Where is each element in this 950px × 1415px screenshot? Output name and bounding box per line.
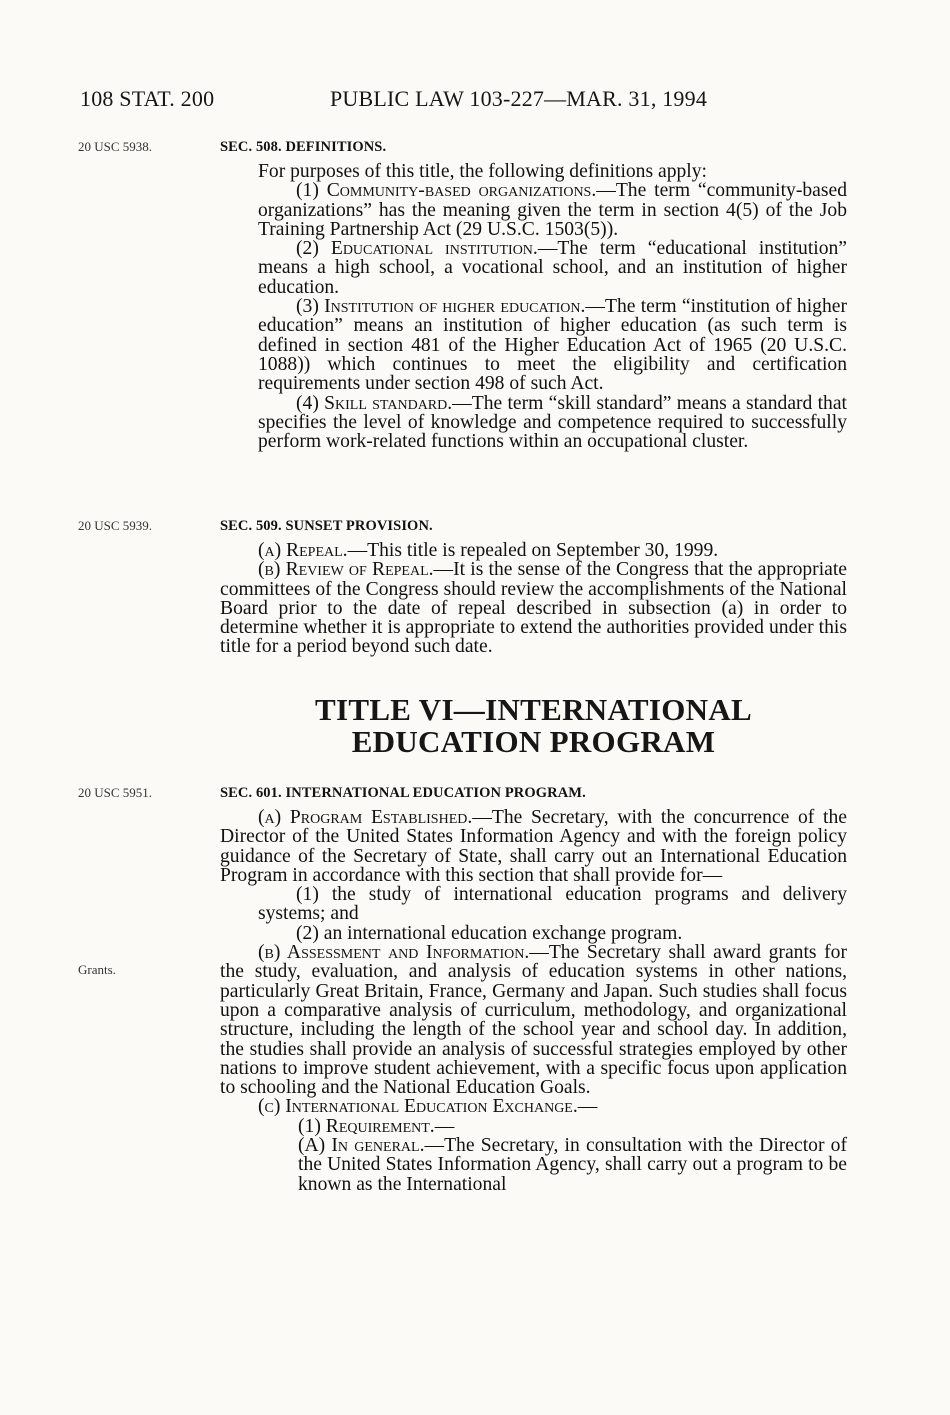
- subsection-601-c-label: (c) International Education Exchange.: [258, 1096, 578, 1118]
- definition-3-label: (3) Institution of higher education.: [296, 296, 586, 318]
- margin-note-usc-5939: 20 USC 5939.: [78, 518, 153, 533]
- paragraph-601-a-2: (2) an international education exchange program.: [296, 922, 683, 944]
- definition-2-label: (2) Educational institution.: [296, 238, 538, 260]
- margin-note-usc-5938: 20 USC 5938.: [78, 139, 153, 154]
- subparagraph-601-c-1-A-text: —The Secretary, in consultation with the Director of the United States Information Agency, shall carry out a program to be known as the International: [298, 1135, 847, 1195]
- definition-1-label: (1) Community-based organizations.: [296, 180, 597, 202]
- margin-note-usc-5951: 20 USC 5951.: [78, 785, 153, 800]
- subsection-509-a-text: —This title is repealed on September 30, 1999.: [347, 540, 719, 561]
- subparagraph-601-c-1-A: [298, 1136, 847, 1194]
- section-508: [220, 138, 847, 451]
- subsection-601-b: [220, 943, 847, 1097]
- definition-1: [258, 181, 847, 239]
- paragraph-601-a-1: (1) the study of international education programs and delivery systems; and: [258, 884, 847, 925]
- subsection-601-a: [220, 808, 847, 885]
- paragraph-601-c-1-dash: —: [434, 1115, 455, 1137]
- stat-page-number: 108 STAT. 200: [80, 86, 215, 111]
- definition-2-text: —The term “educational institution” means a high school, a vocational school, and an institution of higher education.: [258, 238, 847, 298]
- section-601-heading: SEC. 601. INTERNATIONAL EDUCATION PROGRAM.: [220, 785, 586, 801]
- section-508-definitions: [220, 181, 847, 451]
- subsection-601-a-text: —The Secretary, with the concurrence of the Director of the United States Information Agency and with the foreign policy guidance of the Secretary of State, shall carry out an International Education Program in accordance with this section that shall provide for—: [220, 807, 847, 886]
- section-509: [220, 517, 847, 657]
- definition-4: [258, 394, 847, 452]
- subsection-601-a-label: (a) Program Established.: [258, 807, 473, 828]
- subparagraph-601-c-1-A-label: (A) In general.: [298, 1135, 425, 1157]
- subsection-509-b-text: —It is the sense of the Congress that the appropriate committees of the Congress should review the accomplishments of the National Board prior to the date of repeal described in subsection (a) in order to determine whether it is appropriate to extend the authorities provided under this title for a period beyond such date.: [220, 559, 847, 658]
- paragraph-601-c-1-label: (1) Requirement.: [298, 1115, 435, 1137]
- title-vi-heading: TITLE VI—INTERNATIONAL EDUCATION PROGRAM: [315, 692, 752, 759]
- definition-1-text: —The term “community-based organizations” has the meaning given the term in section 4(5) of the Job Training Partnership Act (29 U.S.C. 1503(5)).: [258, 180, 847, 240]
- section-509-heading: SEC. 509. SUNSET PROVISION.: [220, 518, 433, 534]
- subsection-601-c: [220, 1097, 847, 1116]
- paragraph-601-c-1: [220, 1117, 847, 1136]
- law-title-header: PUBLIC LAW 103-227—MAR. 31, 1994: [330, 86, 708, 111]
- section-508-intro: For purposes of this title, the following definitions apply:: [258, 161, 707, 182]
- definition-3: [258, 297, 847, 393]
- subsection-509-b: [220, 560, 847, 656]
- margin-note-grants: Grants.: [78, 962, 116, 977]
- subsection-601-b-text: —The Secretary shall award grants for the study, evaluation, and analysis of education systems in other nations, particularly Great Britain, France, Germany and Japan. Such studies shall focus upon a comparative analysis of curriculum, methodology, and organizational structure, including the length of the school year and school day. In addition, the studies shall provide an analysis of successful strategies employed by other nations to improve student achievement, with a specific focus upon application to schooling and the National Education Goals.: [220, 942, 847, 1099]
- subsection-601-b-label: (b) Assessment and Information.: [258, 942, 530, 964]
- subparagraph-601-c-1-A-block: [220, 1136, 847, 1194]
- subsection-601-a-items: [220, 885, 847, 943]
- subsection-601-c-dash: —: [577, 1096, 598, 1118]
- subsection-509-a-label: (a) Repeal.: [258, 540, 348, 561]
- section-601: [220, 784, 847, 1194]
- definition-4-label: (4) Skill standard.: [296, 392, 453, 414]
- subsection-509-b-label: (b) Review of Repeal.: [258, 559, 434, 581]
- definition-3-text: —The term “institution of higher education” means an institution of higher education (as such term is defined in section 481 of the Higher Education Act of 1965 (20 U.S.C. 1088)) which continues to meet the eligibility and certification requirements under section 498 of such Act.: [258, 296, 847, 395]
- subsection-509-a: [220, 541, 847, 560]
- section-508-heading: SEC. 508. DEFINITIONS.: [220, 139, 387, 155]
- definition-4-text: —The term “skill standard” means a standard that specifies the level of knowledge and competence required to successfully perform work-related functions within an occupational cluster.: [258, 392, 847, 453]
- definition-2: [258, 239, 847, 297]
